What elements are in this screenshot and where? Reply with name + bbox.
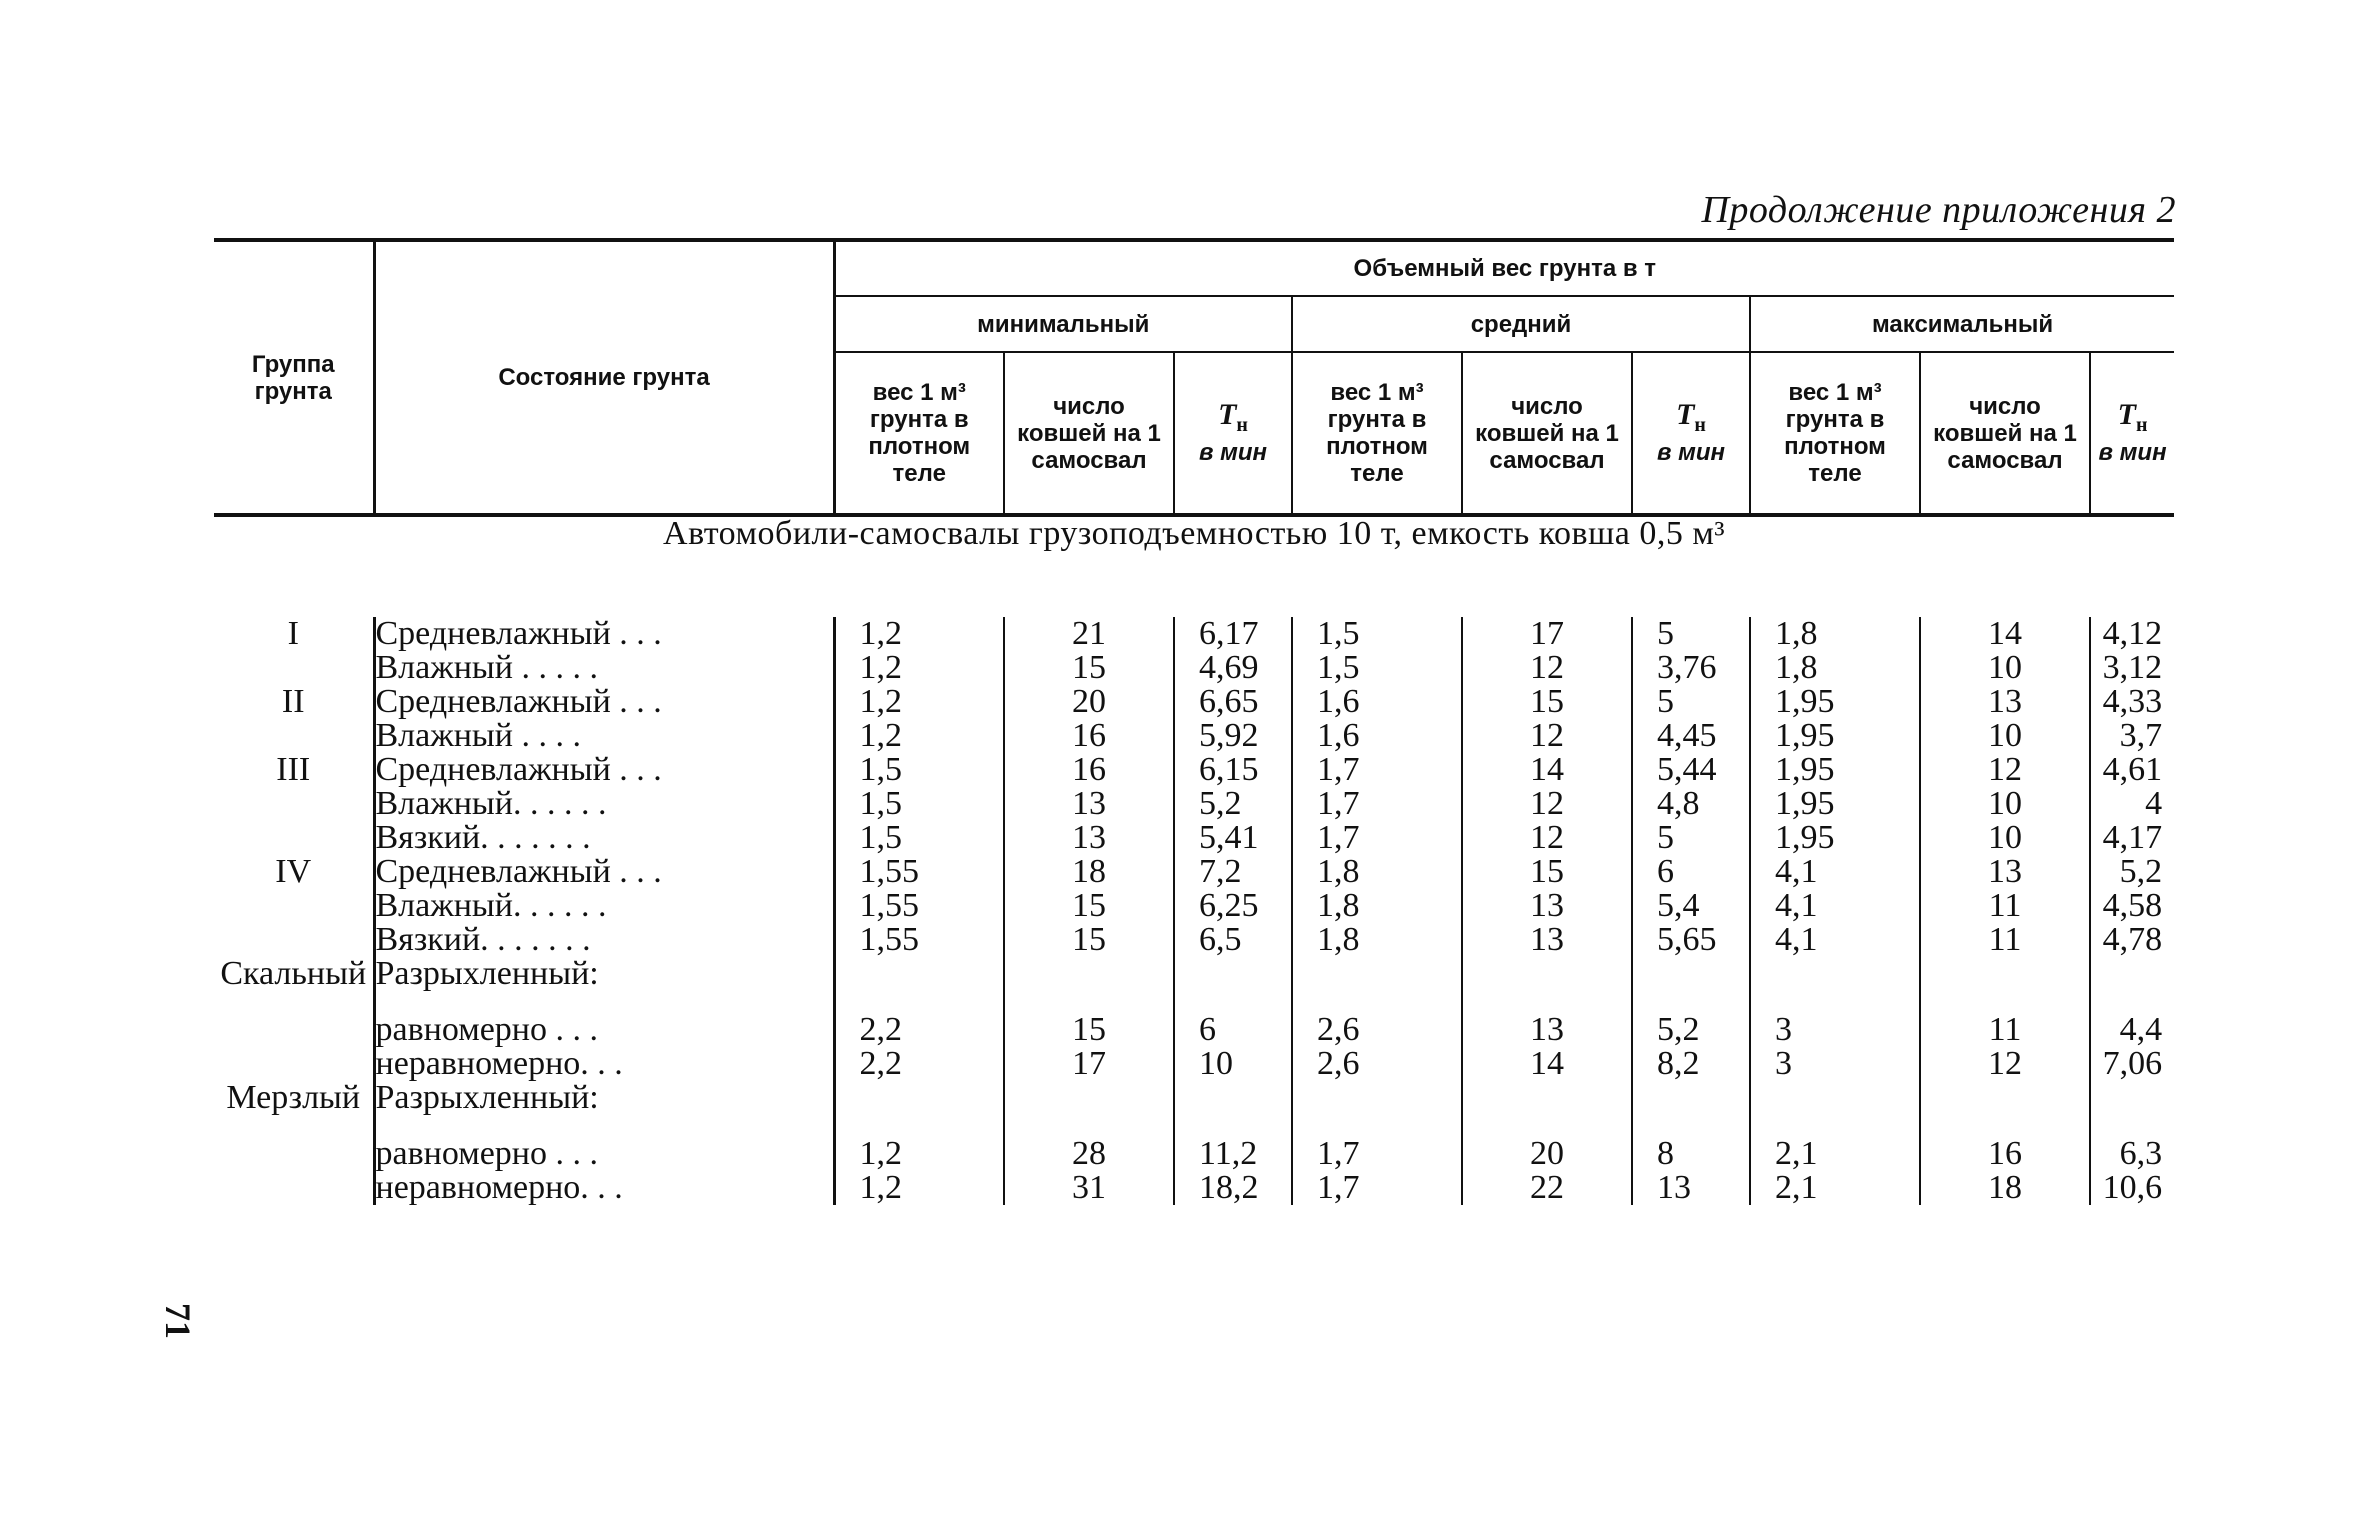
cell-value: 10 [1920,787,2090,821]
cell-value: 1,6 [1292,685,1462,719]
cell-value [1462,1081,1632,1137]
cell-value: 4,45 [1632,719,1750,753]
cell-value: 12 [1462,651,1632,685]
cell-value: 6 [1632,855,1750,889]
cell-value: 16 [1920,1137,2090,1171]
cell-value: 1,2 [834,651,1004,685]
table-row [214,787,2174,821]
cell-value: 13 [1462,1013,1632,1047]
cell-value: 13 [1462,889,1632,923]
cell-value: 13 [1004,787,1174,821]
cell-value: 2,2 [834,1013,1004,1047]
cell-group [214,1013,374,1047]
cell-value: 13 [1632,1171,1750,1205]
cell-value [1174,957,1292,1013]
cell-value: 13 [1462,923,1632,957]
cell-value [1920,957,2090,1013]
cell-group: Скальный [220,955,367,992]
header-volume-weight: Объемный вес грунта в т [834,240,2174,296]
cell-value: 14 [1462,753,1632,787]
cell-value: 16 [1004,753,1174,787]
cell-value: 2,6 [1292,1013,1462,1047]
cell-value: 14 [1920,617,2090,651]
header-weight-mid: вес 1 м³ грунта в плотном теле [1292,352,1462,515]
cell-state: неравномерно. . . [374,1171,834,1205]
cell-value: 6 [1174,1013,1292,1047]
cell-value: 14 [1462,1047,1632,1081]
cell-value: 16 [1004,719,1174,753]
cell-value: 3,7 [2090,719,2174,753]
cell-value: 1,7 [1292,1137,1462,1171]
cell-value: 18 [1004,855,1174,889]
cell-value: 5 [1632,821,1750,855]
cell-value: 5,41 [1174,821,1292,855]
cell-value [2090,957,2174,1013]
cell-value [1292,1081,1462,1137]
cell-value: 1,5 [1292,651,1462,685]
table-row [214,617,2174,651]
header-buckets-mid: число ковшей на 1 самосвал [1462,352,1632,515]
cell-value: 5,2 [1174,787,1292,821]
cell-value: 3,76 [1632,651,1750,685]
header-max: максимальный [1750,296,2174,352]
cell-value: 6,15 [1174,753,1292,787]
cell-value: 5 [1632,685,1750,719]
cell-value: 1,5 [834,753,1004,787]
cell-state: Разрыхленный: [374,957,834,1013]
cell-value: 13 [1920,855,2090,889]
cell-state: равномерно . . . [374,1137,834,1171]
cell-group: I [287,615,299,652]
cell-value: 8,2 [1632,1047,1750,1081]
cell-value: 22 [1462,1171,1632,1205]
table-caption: Автомобили-самосвалы грузоподъемностью 10 т, емкость ковша 0,5 м³ [663,515,1726,552]
table-row [214,753,2174,787]
cell-value: 11 [1920,923,2090,957]
cell-value: 1,8 [1292,889,1462,923]
cell-value: 1,55 [834,923,1004,957]
cell-value: 28 [1004,1137,1174,1171]
soil-table [214,238,2174,1205]
cell-state: Разрыхленный: [374,1081,834,1137]
cell-state: Вязкий. . . . . . . [374,923,834,957]
cell-value [1632,1081,1750,1137]
cell-value: 1,7 [1292,821,1462,855]
cell-value: 4,1 [1750,923,1920,957]
cell-value: 10 [1920,719,2090,753]
cell-group [214,719,374,753]
cell-state: Средневлажный . . . [374,753,834,787]
cell-group: III [276,751,311,788]
cell-value: 1,95 [1750,753,1920,787]
cell-value: 2,1 [1750,1171,1920,1205]
cell-value: 8 [1632,1137,1750,1171]
header-weight-min: вес 1 м³ грунта в плотном теле [834,352,1004,515]
cell-value: 1,6 [1292,719,1462,753]
cell-group [214,1171,374,1205]
cell-state: Вязкий. . . . . . . [374,821,834,855]
cell-value: 4,78 [2090,923,2174,957]
cell-value: 15 [1004,923,1174,957]
table-row [214,1137,2174,1171]
cell-value: 12 [1462,821,1632,855]
cell-value: 4,61 [2090,753,2174,787]
cell-value: 3 [1750,1013,1920,1047]
cell-value: 5,4 [1632,889,1750,923]
cell-value [1750,957,1920,1013]
cell-value [1632,957,1750,1013]
cell-value: 4,1 [1750,889,1920,923]
table-row [214,685,2174,719]
table-row [214,1171,2174,1205]
cell-value: 18,2 [1174,1171,1292,1205]
page-number: 71 [158,1303,198,1339]
cell-value: 1,2 [834,617,1004,651]
cell-value: 1,2 [834,719,1004,753]
cell-value: 1,5 [1292,617,1462,651]
cell-value: 15 [1462,685,1632,719]
table-body [214,515,2174,1205]
table-header [214,240,2174,515]
header-tn-max: $T_н$ в мин [2090,352,2174,515]
cell-value: 10,6 [2090,1171,2174,1205]
cell-value: 15 [1462,855,1632,889]
cell-value: 12 [1462,719,1632,753]
cell-state: Средневлажный . . . [374,855,834,889]
cell-value: 3 [1750,1047,1920,1081]
header-tn-min: $T_н$ в мин [1174,352,1292,515]
cell-group: IV [275,853,312,890]
cell-value: 4,69 [1174,651,1292,685]
cell-group [214,889,374,923]
header-mid: средний [1292,296,1750,352]
header-buckets-max: число ковшей на 1 самосвал [1920,352,2090,515]
cell-value: 4,4 [2090,1013,2174,1047]
cell-value: 10 [1920,651,2090,685]
cell-value: 1,2 [834,685,1004,719]
header-group: Группа грунта [214,240,374,515]
cell-group: Мерзлый [226,1079,361,1116]
cell-value: 18 [1920,1171,2090,1205]
cell-value: 1,55 [834,855,1004,889]
table-row [214,855,2174,889]
cell-value: 6,5 [1174,923,1292,957]
cell-state: Влажный . . . . [374,719,834,753]
cell-group [214,1137,374,1171]
cell-value: 1,8 [1750,617,1920,651]
cell-value: 2,1 [1750,1137,1920,1171]
cell-value [1004,957,1174,1013]
cell-value: 6,3 [2090,1137,2174,1171]
cell-value: 1,95 [1750,787,1920,821]
cell-value: 4,17 [2090,821,2174,855]
cell-value: 13 [1920,685,2090,719]
table-row [214,923,2174,957]
cell-value: 3,12 [2090,651,2174,685]
cell-group [214,821,374,855]
cell-value: 15 [1004,651,1174,685]
cell-value: 12 [1920,753,2090,787]
cell-value: 11 [1920,889,2090,923]
table-row [214,957,2174,1013]
continuation-title: Продолжение приложения 2 [1701,189,2176,231]
cell-value: 1,95 [1750,821,1920,855]
cell-value: 13 [1004,821,1174,855]
cell-value: 4,58 [2090,889,2174,923]
cell-value: 1,2 [834,1137,1004,1171]
header-state: Состояние грунта [374,240,834,515]
table-row [214,1013,2174,1047]
cell-state: Средневлажный . . . [374,617,834,651]
table-row [214,719,2174,753]
cell-state: неравномерно. . . [374,1047,834,1081]
cell-value [1292,957,1462,1013]
cell-value: 5,2 [2090,855,2174,889]
cell-state: Влажный. . . . . . [374,787,834,821]
cell-value [834,957,1004,1013]
cell-value: 6,17 [1174,617,1292,651]
cell-value: 12 [1462,787,1632,821]
cell-value: 31 [1004,1171,1174,1205]
cell-state: Влажный. . . . . . [374,889,834,923]
cell-value: 6,65 [1174,685,1292,719]
cell-value: 10 [1920,821,2090,855]
cell-value: 1,8 [1292,923,1462,957]
table-row [214,1047,2174,1081]
cell-value: 5,65 [1632,923,1750,957]
header-buckets-min: число ковшей на 1 самосвал [1004,352,1174,515]
cell-value [2090,1081,2174,1137]
cell-value [1004,1081,1174,1137]
cell-group: II [281,683,305,720]
cell-value [1750,1081,1920,1137]
table-row [214,1081,2174,1137]
cell-state: Влажный . . . . . [374,651,834,685]
cell-value: 7,2 [1174,855,1292,889]
cell-value: 15 [1004,889,1174,923]
cell-value: 2,2 [834,1047,1004,1081]
cell-value: 7,06 [2090,1047,2174,1081]
cell-value [1920,1081,2090,1137]
header-tn-mid: $T_н$ в мин [1632,352,1750,515]
cell-value: 1,7 [1292,753,1462,787]
cell-value [834,1081,1004,1137]
cell-group [214,787,374,821]
table-row [214,651,2174,685]
cell-value: 2,6 [1292,1047,1462,1081]
cell-value: 4,33 [2090,685,2174,719]
cell-value: 6,25 [1174,889,1292,923]
cell-value: 15 [1004,1013,1174,1047]
header-weight-max: вес 1 м³ грунта в плотном теле [1750,352,1920,515]
cell-value: 11,2 [1174,1137,1292,1171]
cell-value: 1,55 [834,889,1004,923]
cell-value: 1,5 [834,787,1004,821]
cell-value: 4,12 [2090,617,2174,651]
cell-value: 1,95 [1750,685,1920,719]
cell-value: 1,7 [1292,787,1462,821]
cell-value: 20 [1462,1137,1632,1171]
cell-state: равномерно . . . [374,1013,834,1047]
cell-state: Средневлажный . . . [374,685,834,719]
cell-value: 20 [1004,685,1174,719]
cell-value [1462,957,1632,1013]
cell-value: 5 [1632,617,1750,651]
cell-value: 5,92 [1174,719,1292,753]
cell-group [214,651,374,685]
cell-value: 1,8 [1292,855,1462,889]
cell-value: 4,1 [1750,855,1920,889]
cell-value: 1,2 [834,1171,1004,1205]
cell-value: 5,44 [1632,753,1750,787]
cell-group [214,923,374,957]
table-row [214,821,2174,855]
cell-value: 5,2 [1632,1013,1750,1047]
cell-value: 10 [1174,1047,1292,1081]
cell-value: 1,95 [1750,719,1920,753]
cell-value: 21 [1004,617,1174,651]
cell-value: 17 [1462,617,1632,651]
cell-value: 12 [1920,1047,2090,1081]
cell-value: 4,8 [1632,787,1750,821]
table-row [214,889,2174,923]
cell-value: 17 [1004,1047,1174,1081]
cell-value: 4 [2090,787,2174,821]
cell-group [214,1047,374,1081]
cell-value [1174,1081,1292,1137]
cell-value: 1,8 [1750,651,1920,685]
cell-value: 11 [1920,1013,2090,1047]
header-min: минимальный [834,296,1292,352]
cell-value: 1,5 [834,821,1004,855]
cell-value: 1,7 [1292,1171,1462,1205]
